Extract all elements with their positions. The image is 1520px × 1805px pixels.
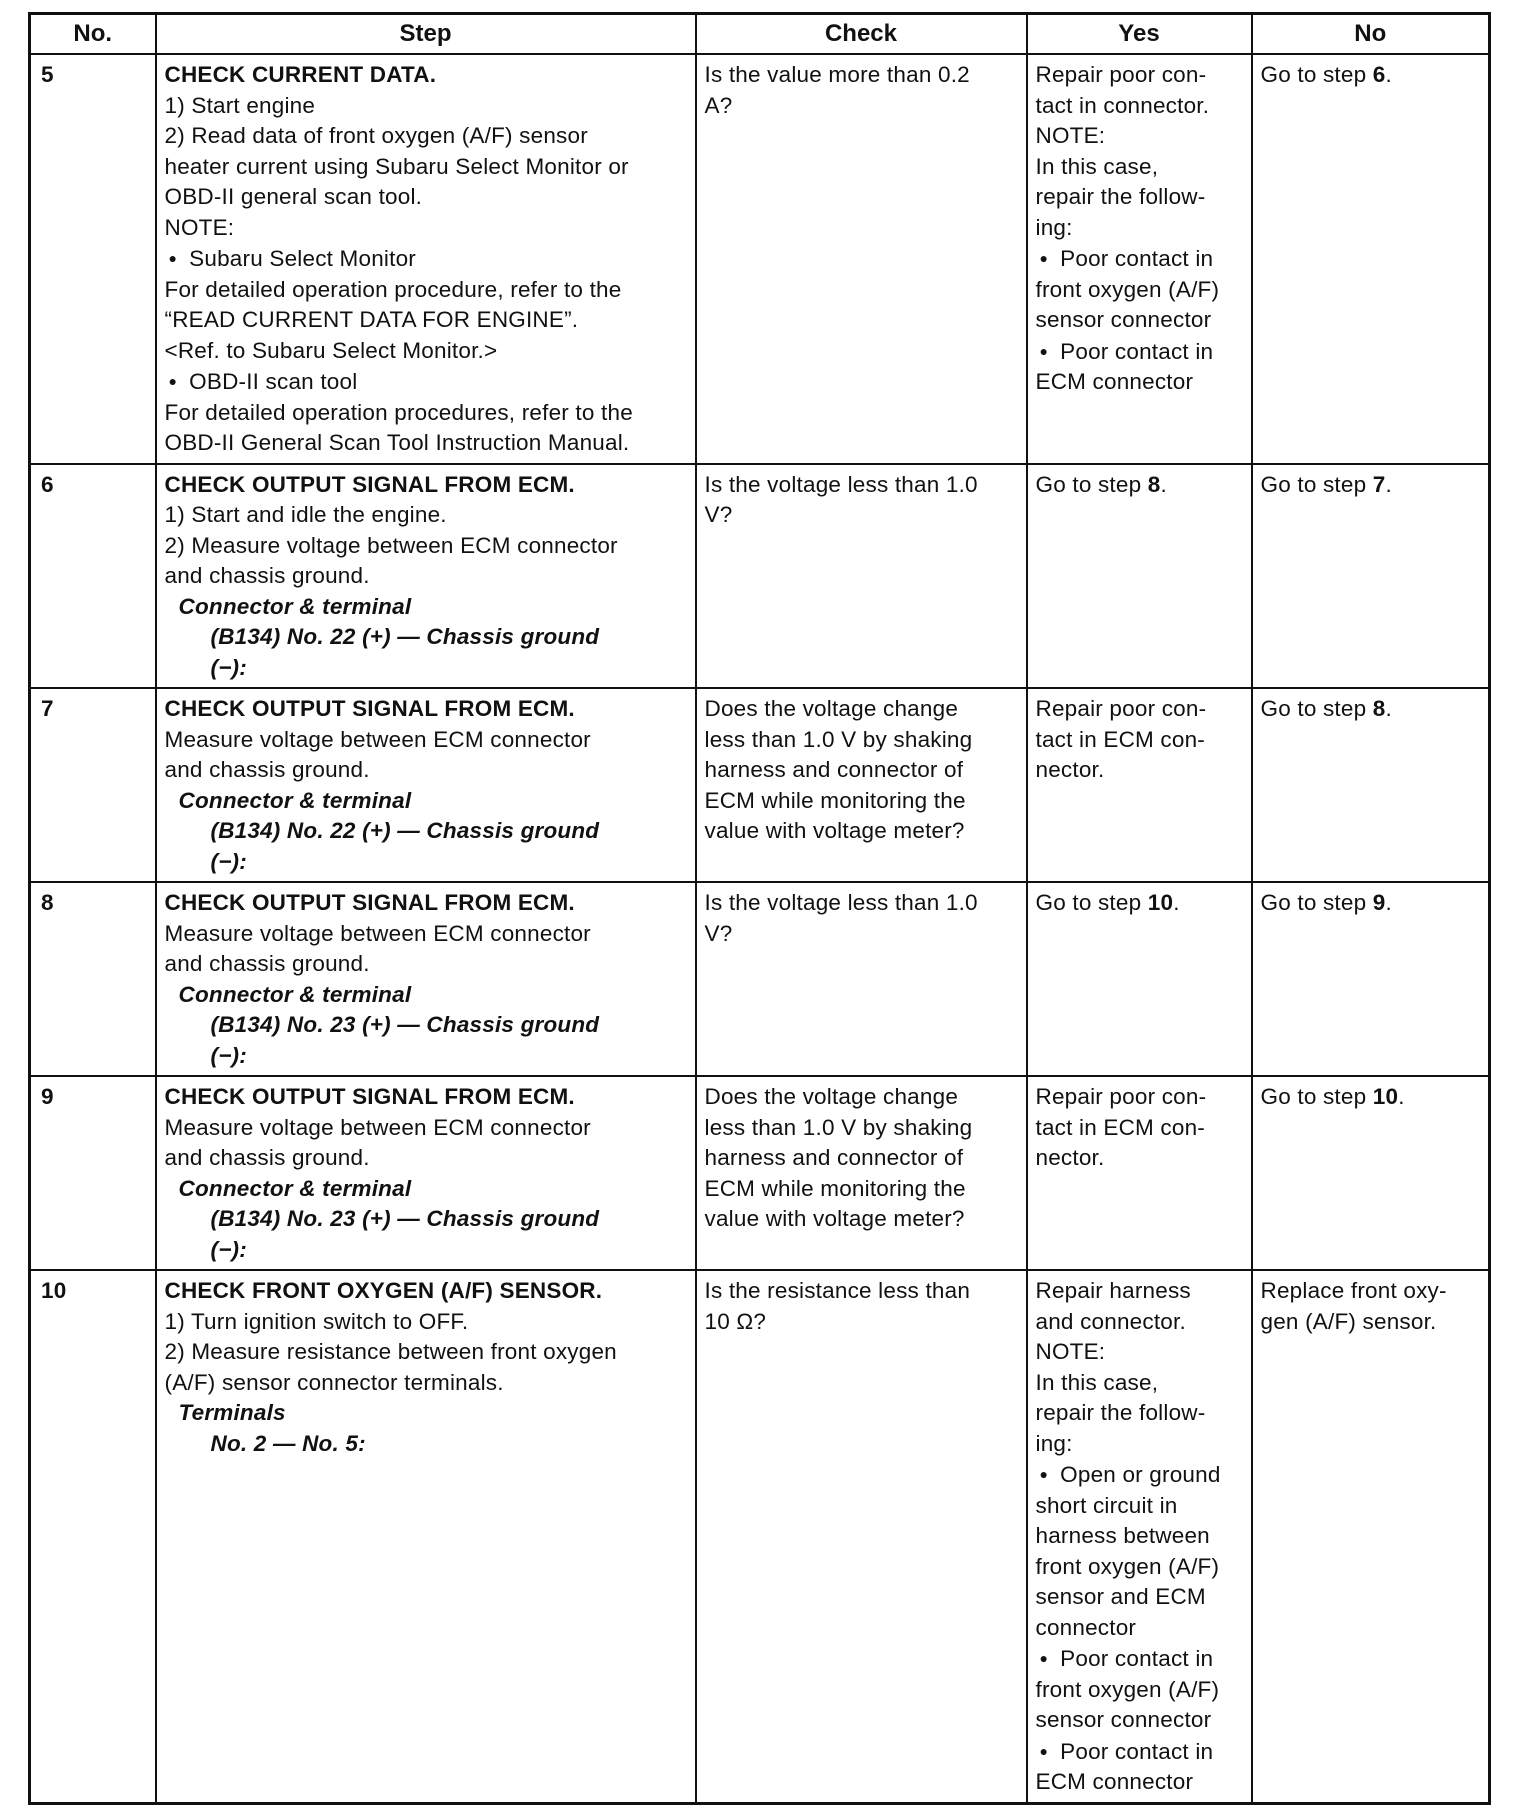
yes-line: ing: [1035,1430,1073,1456]
check-line: Is the resistance less than [704,1278,971,1303]
step-line: 2) Measure resistance between front oxygen [164,1339,617,1364]
yes-line: ● Poor contact in [1036,243,1244,275]
yes-line: repair the follow- [1035,1400,1206,1425]
step-line: Connector & terminal [178,1175,412,1201]
yes-line: ● Poor contact in [1036,336,1244,368]
step-line: Connector & terminal [178,593,412,619]
check-line: harness and connector of [704,1145,964,1170]
check-line: Is the value more than 0.2 [704,62,970,87]
check-line: Is the voltage less than 1.0 [704,890,978,915]
step-number: 5 [30,54,156,464]
no-line: Go to step 10. [1260,1084,1405,1109]
step-line: 1) Start and idle the engine. [164,502,447,527]
step-title: CHECK OUTPUT SIGNAL FROM ECM. [164,471,575,497]
yes-line: ECM connector [1035,369,1194,394]
yes-line: front oxygen (A/F) [1035,1553,1220,1579]
yes-line: Go to step 10. [1035,890,1180,915]
step-line: Terminals [178,1400,286,1425]
step-cell [156,1076,696,1270]
yes-line: NOTE: [1035,1339,1106,1364]
check-line: value with voltage meter? [704,818,965,843]
step-title: CHECK FRONT OXYGEN (A/F) SENSOR. [164,1278,603,1303]
step-line: and chassis ground. [164,1145,370,1170]
yes-line: tact in ECM con- [1035,1114,1205,1140]
step-line: 2) Measure voltage between ECM connector [164,532,618,558]
step-line: heater current using Subaru Select Monitor or [164,153,629,179]
step-line: For detailed operation procedure, refer to the [164,276,622,302]
check-cell [696,882,1027,1076]
step-line: (−): [210,1236,247,1262]
yes-line: NOTE: [1035,123,1106,148]
yes-line: Repair poor con- [1035,62,1207,87]
check-line: Does the voltage change [704,1084,959,1109]
check-cell [696,1076,1027,1270]
yes-line: nector. [1035,1145,1105,1170]
yes-line: Repair poor con- [1035,696,1207,721]
header-yes: Yes [1027,14,1252,55]
step-line: 1) Start engine [164,92,316,118]
step-title: CHECK CURRENT DATA. [164,62,437,87]
step-line: (B134) No. 22 (+) — Chassis ground [210,818,600,843]
check-line: ECM while monitoring the [704,787,966,813]
step-line: (A/F) sensor connector terminals. [164,1369,504,1395]
table-body [30,54,1490,1803]
no-cell [1252,1076,1490,1270]
step-number: 6 [30,464,156,689]
step-line: 1) Turn ignition switch to OFF. [164,1308,469,1334]
yes-line: tact in ECM con- [1035,726,1205,752]
yes-cell [1027,882,1252,1076]
no-cell [1252,688,1490,882]
step-line: ● Subaru Select Monitor [165,243,688,275]
yes-line: ECM connector [1035,1769,1194,1794]
header-no: No. [30,14,156,55]
step-line: No. 2 — No. 5: [210,1430,366,1456]
yes-line: front oxygen (A/F) [1035,276,1220,302]
step-cell [156,54,696,464]
step-line: Connector & terminal [178,981,412,1007]
no-line: gen (A/F) sensor. [1260,1308,1437,1334]
step-line: Connector & terminal [178,787,412,813]
step-number: 10 [30,1270,156,1803]
header-step: Step [156,14,696,55]
step-line: OBD-II general scan tool. [164,184,423,209]
table-row [30,464,1490,689]
step-line: <Ref. to Subaru Select Monitor.> [164,337,498,363]
step-line: Measure voltage between ECM connector [164,920,591,946]
step-line: OBD-II General Scan Tool Instruction Manual. [164,430,630,455]
yes-line: repair the follow- [1035,184,1206,209]
check-line: 10 Ω? [704,1308,767,1334]
step-cell [156,1270,696,1803]
yes-line: Repair harness [1035,1278,1191,1303]
check-line: less than 1.0 V by shaking [704,1114,973,1140]
step-line: (−): [210,654,247,680]
yes-cell [1027,54,1252,464]
yes-line: front oxygen (A/F) [1035,1676,1220,1702]
yes-line: In this case, [1035,153,1159,179]
yes-line: harness between [1035,1523,1210,1548]
check-cell [696,464,1027,689]
yes-cell [1027,1076,1252,1270]
no-line: Go to step 6. [1260,62,1392,87]
yes-line: and connector. [1035,1308,1186,1334]
step-line: Measure voltage between ECM connector [164,1114,591,1140]
no-cell [1252,882,1490,1076]
diagnostic-table [28,12,1491,1805]
check-line: value with voltage meter? [704,1206,965,1231]
table-row [30,688,1490,882]
step-line: For detailed operation procedures, refer to the [164,399,633,425]
step-line: (−): [210,1042,247,1068]
yes-line: Go to step 8. [1035,471,1167,497]
no-line: Go to step 8. [1260,696,1392,721]
step-cell [156,464,696,689]
step-line: and chassis ground. [164,563,370,588]
yes-cell [1027,1270,1252,1803]
check-cell [696,54,1027,464]
check-line: Does the voltage change [704,696,959,721]
no-cell [1252,1270,1490,1803]
table-row [30,54,1490,464]
yes-line: sensor connector [1035,307,1212,332]
no-line: Replace front oxy- [1260,1278,1447,1303]
table-row [30,882,1490,1076]
step-number: 7 [30,688,156,882]
step-line: (B134) No. 23 (+) — Chassis ground [210,1206,600,1231]
step-line: NOTE: [164,214,235,240]
yes-line: In this case, [1035,1369,1159,1395]
no-cell [1252,464,1490,689]
yes-line: tact in connector. [1035,92,1210,118]
check-line: V? [704,920,733,946]
step-title: CHECK OUTPUT SIGNAL FROM ECM. [164,890,575,915]
yes-line: connector [1035,1614,1137,1640]
yes-line: sensor and ECM [1035,1584,1206,1609]
no-cell [1252,54,1490,464]
yes-line: ing: [1035,214,1073,240]
step-number: 9 [30,1076,156,1270]
yes-line: ● Open or ground [1036,1459,1244,1491]
step-line: 2) Read data of front oxygen (A/F) sensor [164,123,588,148]
step-line: “READ CURRENT DATA FOR ENGINE”. [164,307,579,332]
no-line: Go to step 9. [1260,890,1392,915]
step-line: Measure voltage between ECM connector [164,726,591,752]
step-title: CHECK OUTPUT SIGNAL FROM ECM. [164,1084,575,1109]
step-cell [156,882,696,1076]
header-check: Check [696,14,1027,55]
check-cell [696,1270,1027,1803]
table-row [30,1076,1490,1270]
table-row [30,1270,1490,1803]
step-cell [156,688,696,882]
yes-line: nector. [1035,757,1105,782]
check-line: V? [704,502,733,527]
yes-line: sensor connector [1035,1707,1212,1732]
step-line: ● OBD-II scan tool [165,366,688,398]
step-line: (B134) No. 23 (+) — Chassis ground [210,1012,600,1037]
check-line: ECM while monitoring the [704,1175,966,1201]
yes-cell [1027,688,1252,882]
step-line: (−): [210,848,247,874]
step-line: and chassis ground. [164,951,370,976]
check-line: less than 1.0 V by shaking [704,726,973,752]
yes-line: Repair poor con- [1035,1084,1207,1109]
yes-line: short circuit in [1035,1492,1178,1518]
no-line: Go to step 7. [1260,471,1392,497]
check-line: harness and connector of [704,757,964,782]
yes-cell [1027,464,1252,689]
check-line: Is the voltage less than 1.0 [704,471,978,497]
header-no-result: No [1252,14,1490,55]
step-title: CHECK OUTPUT SIGNAL FROM ECM. [164,696,575,721]
yes-line: ● Poor contact in [1036,1736,1244,1768]
step-line: (B134) No. 22 (+) — Chassis ground [210,624,600,649]
step-line: and chassis ground. [164,757,370,782]
step-number: 8 [30,882,156,1076]
yes-line: ● Poor contact in [1036,1643,1244,1675]
check-line: A? [704,92,733,118]
table-header-row [30,14,1490,55]
check-cell [696,688,1027,882]
